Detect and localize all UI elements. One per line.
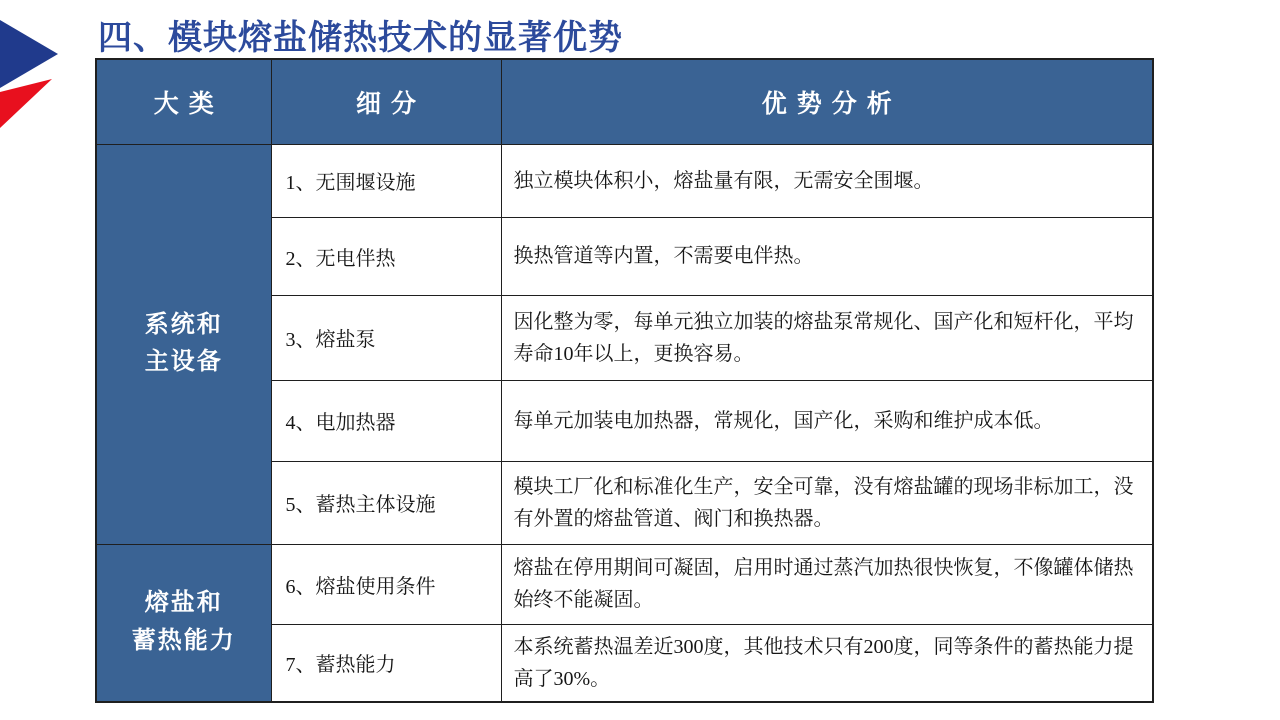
table-row bbox=[96, 144, 1153, 217]
analysis-cell: 熔盐在停用期间可凝固，启用时通过蒸汽加热很快恢复，不像罐体储热始终不能凝固。 bbox=[501, 544, 1153, 624]
subdivision-cell: 4、电加热器 bbox=[271, 380, 501, 461]
subdivision-cell: 1、无围堰设施 bbox=[271, 144, 501, 217]
category-cell-molten-salt bbox=[96, 544, 271, 702]
subdivision-cell: 6、熔盐使用条件 bbox=[271, 544, 501, 624]
category-line: 蓄热能力 bbox=[131, 627, 236, 654]
subdivision-cell: 7、蓄热能力 bbox=[271, 624, 501, 702]
page-title: 四、模块熔盐储热技术的显著优势 bbox=[98, 20, 623, 57]
category-line: 系统和 bbox=[144, 311, 223, 338]
column-header-category: 大类 bbox=[96, 59, 271, 144]
column-header-subdivision: 细分 bbox=[271, 59, 501, 144]
category-cell-system bbox=[96, 144, 271, 544]
arrow-red-triangle-icon bbox=[0, 79, 52, 128]
table-row bbox=[96, 544, 1153, 624]
analysis-cell: 每单元加装电加热器，常规化，国产化，采购和维护成本低。 bbox=[501, 380, 1153, 461]
advantages-table bbox=[95, 58, 1154, 703]
analysis-cell: 换热管道等内置，不需要电伴热。 bbox=[501, 217, 1153, 295]
analysis-cell: 模块工厂化和标准化生产，安全可靠，没有熔盐罐的现场非标加工，没有外置的熔盐管道、阀门和换热器。 bbox=[501, 461, 1153, 544]
column-header-analysis: 优势分析 bbox=[501, 59, 1153, 144]
analysis-cell: 本系统蓄热温差近300度，其他技术只有200度，同等条件的蓄热能力提高了30%。 bbox=[501, 624, 1153, 702]
subdivision-cell: 5、蓄热主体设施 bbox=[271, 461, 501, 544]
subdivision-cell: 3、熔盐泵 bbox=[271, 295, 501, 380]
header-row bbox=[96, 59, 1153, 144]
analysis-cell: 因化整为零，每单元独立加装的熔盐泵常规化、国产化和短杆化，平均寿命10年以上，更换容易。 bbox=[501, 295, 1153, 380]
subdivision-cell: 2、无电伴热 bbox=[271, 217, 501, 295]
category-line: 主设备 bbox=[144, 349, 223, 375]
arrow-blue-triangle-icon bbox=[0, 20, 58, 88]
slide-accent-arrow bbox=[0, 0, 70, 135]
analysis-cell: 独立模块体积小，熔盐量有限，无需安全围堰。 bbox=[501, 144, 1153, 217]
category-line: 熔盐和 bbox=[144, 590, 223, 617]
